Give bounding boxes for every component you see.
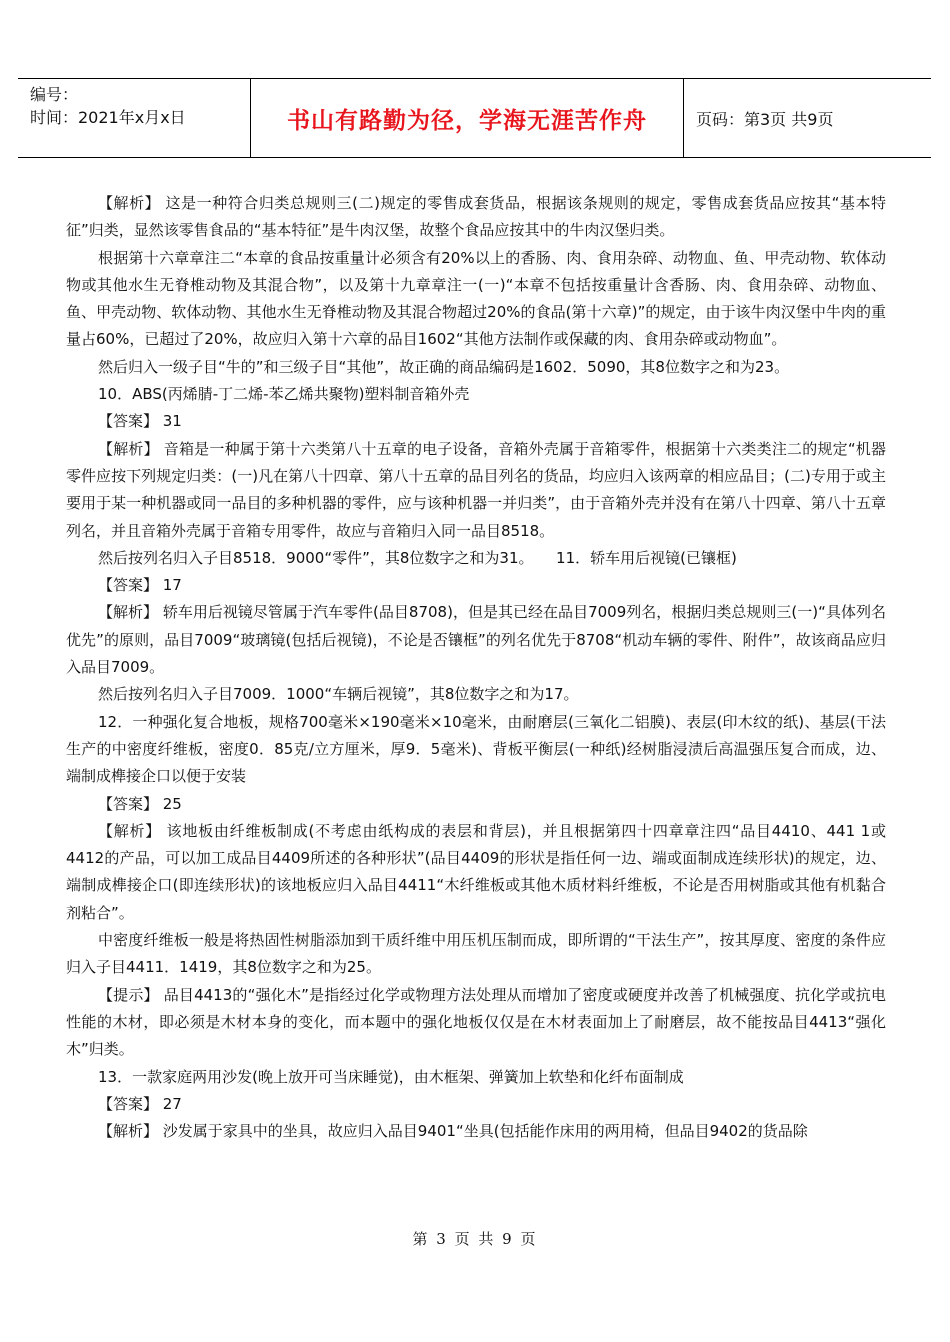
page-footer: 第 3 页 共 9 页 [412,1230,538,1248]
paragraph: 【解析】 轿车用后视镜尽管属于汽车零件(品目8708)，但是其已经在品目7009列名，根据归类总规则三(一)“具体列名优先”的原则，品目7009“玻璃镜(包括后视镜)，不论是否镶框”的列名优先于8708“机动车辆的零件、附件”，故该商品应归入品目7009。 [66,603,886,677]
question-heading: 12．一种强化复合地板，规格700毫米×190毫米×10毫米，由耐磨层(三氧化二铝膜)、表层(印木纹的纸)、基层(干法生产的中密度纤维板，密度0．85克/立方厘米，厚9．5毫米)、背板平衡层(一种纸)经树脂浸渍后高温强压复合而成，边、端制成榫接企口以便于安装 [66,712,886,786]
tip-paragraph: 【提示】 品目4413的“强化木”是指经过化学或物理方法处理从而增加了密度或硬度并改善了机械强度、抗化学或抗电性能的木材，即必须是木材本身的变化，而本题中的强化地板仅仅是在木材表面加上了耐磨层，故不能按品目4413“强化木”归类。 [66,985,886,1059]
paragraph: 然后按列名归入子目8518．9000“零件”，其8位数字之和为31。 11．轿车用后视镜(已镶框) [98,548,737,567]
paragraph: 然后按列名归入子目7009．1000“车辆后视镜”，其8位数字之和为17。 [98,685,579,704]
answer-line: 【答案】 25 [98,794,182,813]
paragraph: 【解析】 音箱是一种属于第十六类第八十五章的电子设备，音箱外壳属于音箱零件，根据第十六类类注二的规定“机器零件应按下列规定归类：(一)凡在第八十四章、第八十五章的品目列名的货品，均应归入该两章的相应品目；(二)专用于或主要用于某一种机器或同一品目的多种机器的零件，应与该种机器一并归类”，由于音箱外壳并没有在第八十四章、第八十五章列名，并且音箱外壳属于音箱专用零件，故应与音箱归入同一品目8518。 [66,439,886,540]
paragraph: 【解析】 该地板由纤维板制成(不考虑由纸构成的表层和背层)，并且根据第四十四章章注四“品目4410、441 1或4412的产品，可以加工成品目4409所述的各种形状”(品目4409的形状是指任何一边、端或面制成连续形状)的规定，边、端制成榫接企口(即连续形状)的该地板应归入品目4411“木纤维板或其他木质材料纤维板，不论是否用树脂或其他有机黏合剂粘合”。 [66,821,886,922]
document-body [66,190,886,1145]
header-left-cell [18,79,251,157]
paragraph: 【解析】 沙发属于家具中的坐具，故应归入品目9401“坐具(包括能作床用的两用椅，但品目9402的货品除 [98,1122,808,1141]
paragraph: 中密度纤维板一般是将热固性树脂添加到干质纤维中用压机压制而成，即所谓的“干法生产”，按其厚度、密度的条件应归入子目4411．1419，其8位数字之和为25。 [66,931,886,977]
doc-number-label: 编号： [30,85,79,104]
paragraph: 根据第十六章章注二“本章的食品按重量计必须含有20%以上的香肠、肉、食用杂碎、动物血、鱼、甲壳动物、软体动物或其他水生无脊椎动物及其混合物”，以及第十九章章注一(一)“本章不包括按重量计含香肠、肉、食用杂碎、动物血、鱼、甲壳动物、软体动物、其他水生无脊椎动物及其混合物超过20%的食品(第十六章)”的规定，由于该牛肉汉堡中牛肉的重量占60%，已超过了20%，故应归入第十六章的品目1602“其他方法制作或保藏的肉、食用杂碎或动物血”。 [66,248,886,349]
page-header [18,78,931,158]
paragraph: 【解析】 这是一种符合归类总规则三(二)规定的零售成套货品，根据该条规则的规定，零售成套货品应按其“基本特征”归类，显然该零售食品的“基本特征”是牛肉汉堡，故整个食品应按其中的牛肉汉堡归类。 [66,194,886,240]
question-heading: 10．ABS(丙烯腈-丁二烯-苯乙烯共聚物)塑料制音箱外壳 [98,385,470,404]
header-motto: 书山有路勤为径，学海无涯苦作舟 [251,79,684,157]
question-heading: 13．一款家庭两用沙发(晚上放开可当床睡觉)，由木框架、弹簧加上软垫和化纤布面制成 [98,1067,684,1086]
answer-line: 【答案】 31 [98,412,182,431]
answer-line: 【答案】 17 [98,576,182,595]
paragraph: 然后归入一级子目“牛的”和三级子目“其他”，故正确的商品编码是1602．5090，其8位数字之和为23。 [98,357,790,376]
answer-line: 【答案】 27 [98,1094,182,1113]
header-page-info: 页码：第3页 共9页 [696,109,834,129]
date-label: 时间：2021年x月x日 [30,108,186,127]
